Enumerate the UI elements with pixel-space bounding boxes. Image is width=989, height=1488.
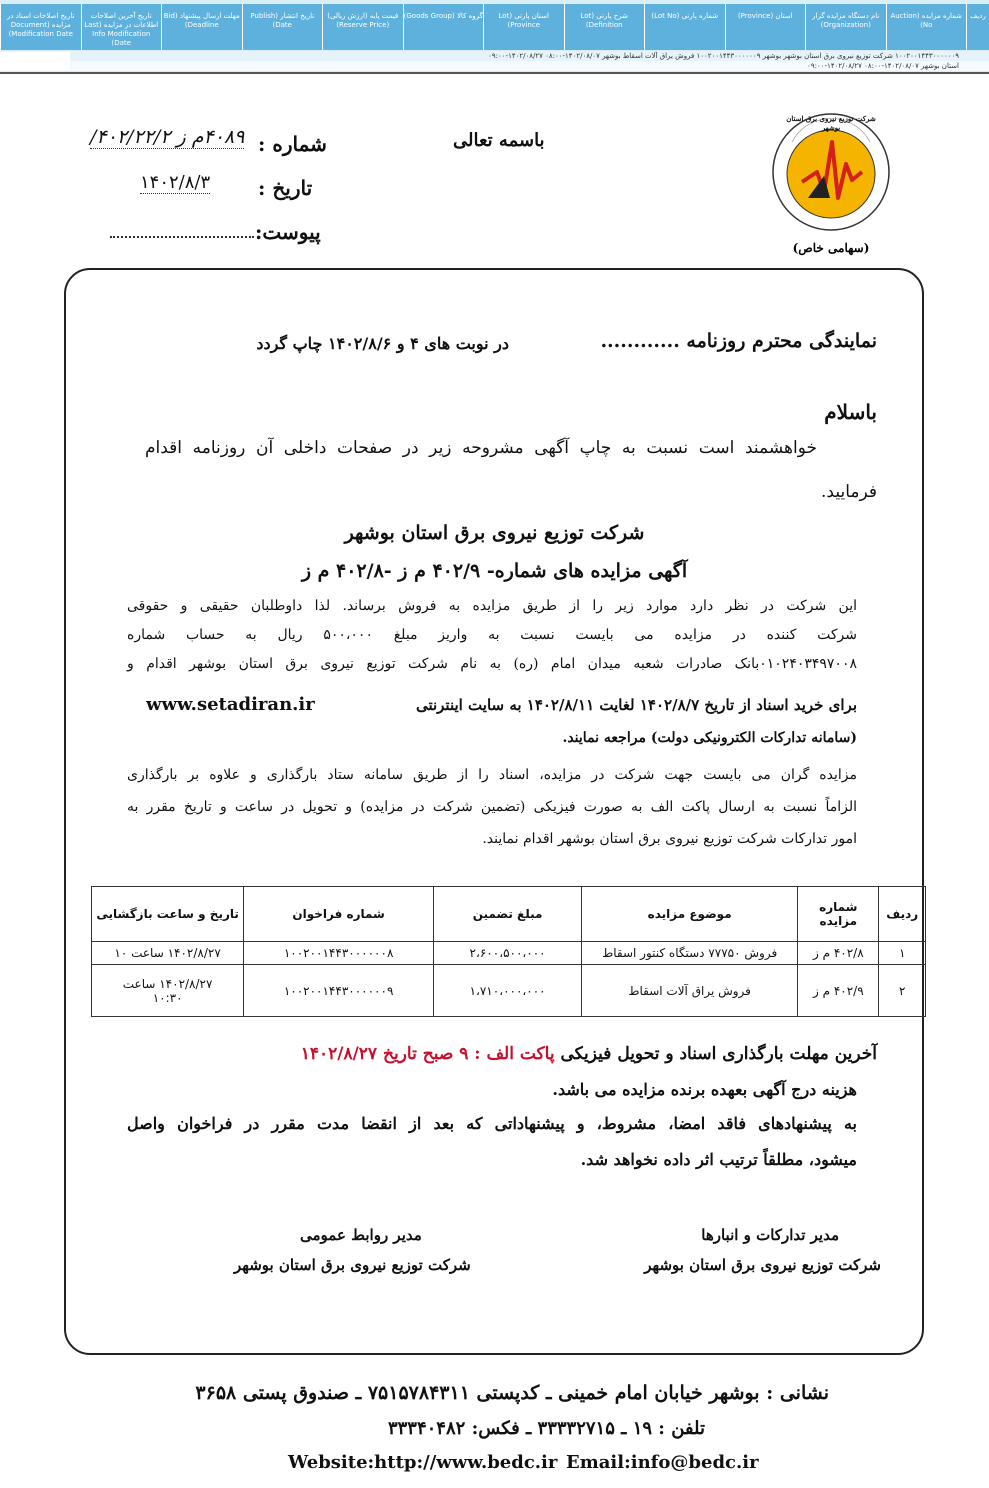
- cell-auction-no: ۴۰۲/۹ م ز: [798, 965, 879, 1017]
- signer-left-title: مدیر روابط عمومی: [300, 1226, 422, 1244]
- auction-title: آگهی مزایده های شماره- ۴۰۲/۹ م ز -۴۰۲/۸ م ز: [301, 560, 688, 582]
- cell-call-no: ۱۰۰۲۰۰۱۴۴۳۰۰۰۰۰۰۹: [244, 965, 434, 1017]
- col-header: مهلت ارسال پیشنهاد (Bid Deadline): [161, 4, 242, 50]
- th-auction-no: شماره مزایده: [798, 887, 879, 942]
- logo-company-arc: شرکت توزیع نیروی برق استان بوشهر: [786, 114, 876, 132]
- col-header: تاریخ اصلاحات اسناد در مزایده (Document Modification Date): [0, 4, 81, 50]
- col-header: نام دستگاه مزایده گزار (Organization): [805, 4, 886, 50]
- cell-opening-date: [92, 965, 244, 1017]
- number-value: ۴۰۸۹م ز ۴۰۲/۲۲/۲/: [90, 126, 245, 148]
- terms-line3: ۰۱۰۲۴۰۳۴۹۷۰۰۸بانک صادرات شعبه میدان امام (ره) به نام شرکت توزیع نیروی برق استان بوشهر اقدام و: [127, 656, 857, 672]
- cell-guarantee: ۲،۶۰۰،۵۰۰،۰۰۰: [434, 942, 582, 965]
- col-header: گروه کالا (Goods Group): [403, 4, 484, 50]
- auction-table: [91, 886, 926, 1017]
- bismillah: باسمه تعالی: [453, 130, 545, 151]
- col-header: ردیف: [966, 4, 989, 50]
- request-paragraph-line2: فرمایید.: [821, 482, 877, 502]
- upload-line1: مزایده گران می بایست جهت شرکت در مزایده، اسناد را از طریق سامانه ستاد بارگذاری و علاوه بر بارگذاری: [127, 767, 857, 783]
- white-cell: [0, 52, 70, 70]
- footer-phone: تلفن : ۱۹ ـ ۳۳۳۳۲۷۱۵ ـ فکس: ۳۳۳۴۰۴۸۲: [387, 1418, 705, 1439]
- attachment-line: [110, 236, 254, 238]
- col-header: شرح پارتی (Lot Definition): [564, 4, 645, 50]
- th-call-no: شماره فراخوان: [244, 887, 434, 942]
- table-row: [92, 965, 926, 1017]
- th-guarantee: مبلغ تضمین: [434, 887, 582, 942]
- upload-line3: امور تدارکات شرکت توزیع نیروی برق استان بوشهر اقدام نمایند.: [482, 831, 857, 847]
- cell-radif: ۲: [879, 965, 926, 1017]
- opening-time-part: ۱۰:۳۰: [152, 990, 183, 1005]
- table-row: [92, 942, 926, 965]
- condition-line2: میشود، مطلقاً ترتیب اثر داده نخواهد شد.: [580, 1150, 857, 1169]
- cell-radif: ۱: [879, 942, 926, 965]
- terms-line1: این شرکت در نظر دارد موارد زیر را از طریق مزایده به فروش برساند. لذا داوطلبان حقیقی و حقوقی: [127, 598, 857, 614]
- col-header: تاریخ انتشار (Publish Date): [242, 4, 323, 50]
- date-label: تاریخ :: [258, 176, 313, 200]
- terms-line5: (سامانه تدارکات الکترونیکی دولت) مراجعه نمایند.: [562, 730, 857, 746]
- date-value: ۱۴۰۲/۸/۳: [140, 172, 211, 193]
- th-subject: موضوع مزایده: [582, 887, 798, 942]
- salutation: باسلام: [824, 400, 877, 424]
- cell-opening-date: ۱۴۰۲/۸/۲۷ ساعت ۱۰: [92, 942, 244, 965]
- th-opening-date: تاریخ و ساعت بازگشایی: [92, 887, 244, 942]
- auction-header-strip: [0, 0, 989, 74]
- upload-line2: الزاماً نسبت به ارسال پاکت الف به صورت فیزیکی (تضمین شرکت در مزایده) و تحویل در ساعت و تاریخ مقرر به: [127, 799, 857, 815]
- table-header-row: [92, 887, 926, 942]
- col-header: تاریخ آخرین اصلاحات اطلاعات در مزایده (Last Info Modification Date): [81, 4, 162, 50]
- deadline-date: پاکت الف : ۹ صبح تاریخ ۱۴۰۲/۸/۲۷: [300, 1044, 555, 1064]
- deadline-line: [301, 1044, 877, 1064]
- rep-line: نمایندگی محترم روزنامه ............: [600, 330, 877, 352]
- cell-subject: فروش ۷۷۷۵۰ دستگاه کنتور اسقاط: [582, 942, 798, 965]
- logo-subtitle: (سهامی خاص): [792, 241, 870, 255]
- signer-right-org: شرکت توزیع نیروی برق استان بوشهر: [644, 1256, 881, 1274]
- th-radif: ردیف: [879, 887, 926, 942]
- cell-subject: فروش یراق آلات اسقاط: [582, 965, 798, 1017]
- col-header: استان پارتی (Lot Province): [483, 4, 564, 50]
- signer-right-title: مدیر تدارکات و انبارها: [701, 1226, 839, 1244]
- rep-line-schedule: در نوبت های ۴ و ۱۴۰۲/۸/۶ چاپ گردد: [256, 334, 509, 353]
- setadiran-link[interactable]: www.setadiran.ir: [146, 694, 315, 715]
- auction-header-data-row: ۱۰۰۲۰۰۱۴۴۳۰۰۰۰۰۰۹ شرکت توزیع نیروی برق استان بوشهر بوشهر ۱۰۰۲۰۰۱۴۴۳۰۰۰۰۰۰۹ فروش یراق آلات اسقاط بوشهر ۱۴۰۲/۰۸/۰۷-۰۸:۰۰ ۱۴۰۲/۰۸/۲۷-۰۹:۰۰: [0, 51, 989, 61]
- cell-guarantee: ۱،۷۱۰،۰۰۰،۰۰۰: [434, 965, 582, 1017]
- company-logo: [772, 102, 890, 266]
- cost-line: هزینه درج آگهی بعهده برنده مزایده می باشد.: [552, 1080, 857, 1099]
- auction-header-row: [0, 4, 989, 50]
- footer-email[interactable]: Email:info@bedc.ir: [566, 1452, 759, 1473]
- col-header: شماره پارتی (Lot No): [644, 4, 725, 50]
- company-title: شرکت توزیع نیروی برق استان بوشهر: [344, 522, 645, 544]
- opening-date-part: ۱۴۰۲/۸/۲۷ ساعت: [122, 976, 213, 991]
- footer-website[interactable]: Website:http://www.bedc.ir: [288, 1452, 558, 1473]
- number-label: شماره :: [258, 132, 327, 156]
- terms-line2: شرکت کننده در مزایده می بایست نسبت به واریز مبلغ ۵۰۰،۰۰۰ ریال به حساب شماره: [127, 627, 858, 643]
- condition-line1: به پیشنهادهای فاقد امضا، مشروط، و پیشنهاداتی که بعد از انقضا مدت مقرر در فراخوان واصل: [127, 1114, 858, 1133]
- deadline-text: آخرین مهلت بارگذاری اسناد و تحویل فیزیکی: [560, 1044, 877, 1064]
- auction-header-data-row: استان بوشهر ۱۴۰۲/۰۸/۰۷-۰۸:۰۰ ۱۴۰۲/۰۸/۲۷-۰۹:۰۰: [0, 61, 989, 71]
- terms-line4: برای خرید اسناد از تاریخ ۱۴۰۲/۸/۷ لغایت ۱۴۰۲/۸/۱۱ به سایت اینترنتی: [415, 696, 857, 714]
- signer-left-org: شرکت توزیع نیروی برق استان بوشهر: [234, 1256, 471, 1274]
- cell-auction-no: ۴۰۲/۸ م ز: [798, 942, 879, 965]
- request-paragraph-line1: خواهشمند است نسبت به چاپ آگهی مشروحه زیر در صفحات داخلی آن روزنامه اقدام: [145, 438, 817, 458]
- col-header: قیمت پایه (ارزش ریالی) (Reserve Price): [322, 4, 403, 50]
- cell-call-no: ۱۰۰۲۰۰۱۴۴۳۰۰۰۰۰۰۸: [244, 942, 434, 965]
- footer-address: نشانی : بوشهر خیابان امام خمینی ـ کدپستی ۷۵۱۵۷۸۴۳۱۱ ـ صندوق پستی ۳۶۵۸: [195, 1382, 829, 1404]
- col-header: شماره مزایده (Auction No): [886, 4, 967, 50]
- col-header: استان (Province): [725, 4, 806, 50]
- attachment-label: پیوست:: [255, 220, 321, 244]
